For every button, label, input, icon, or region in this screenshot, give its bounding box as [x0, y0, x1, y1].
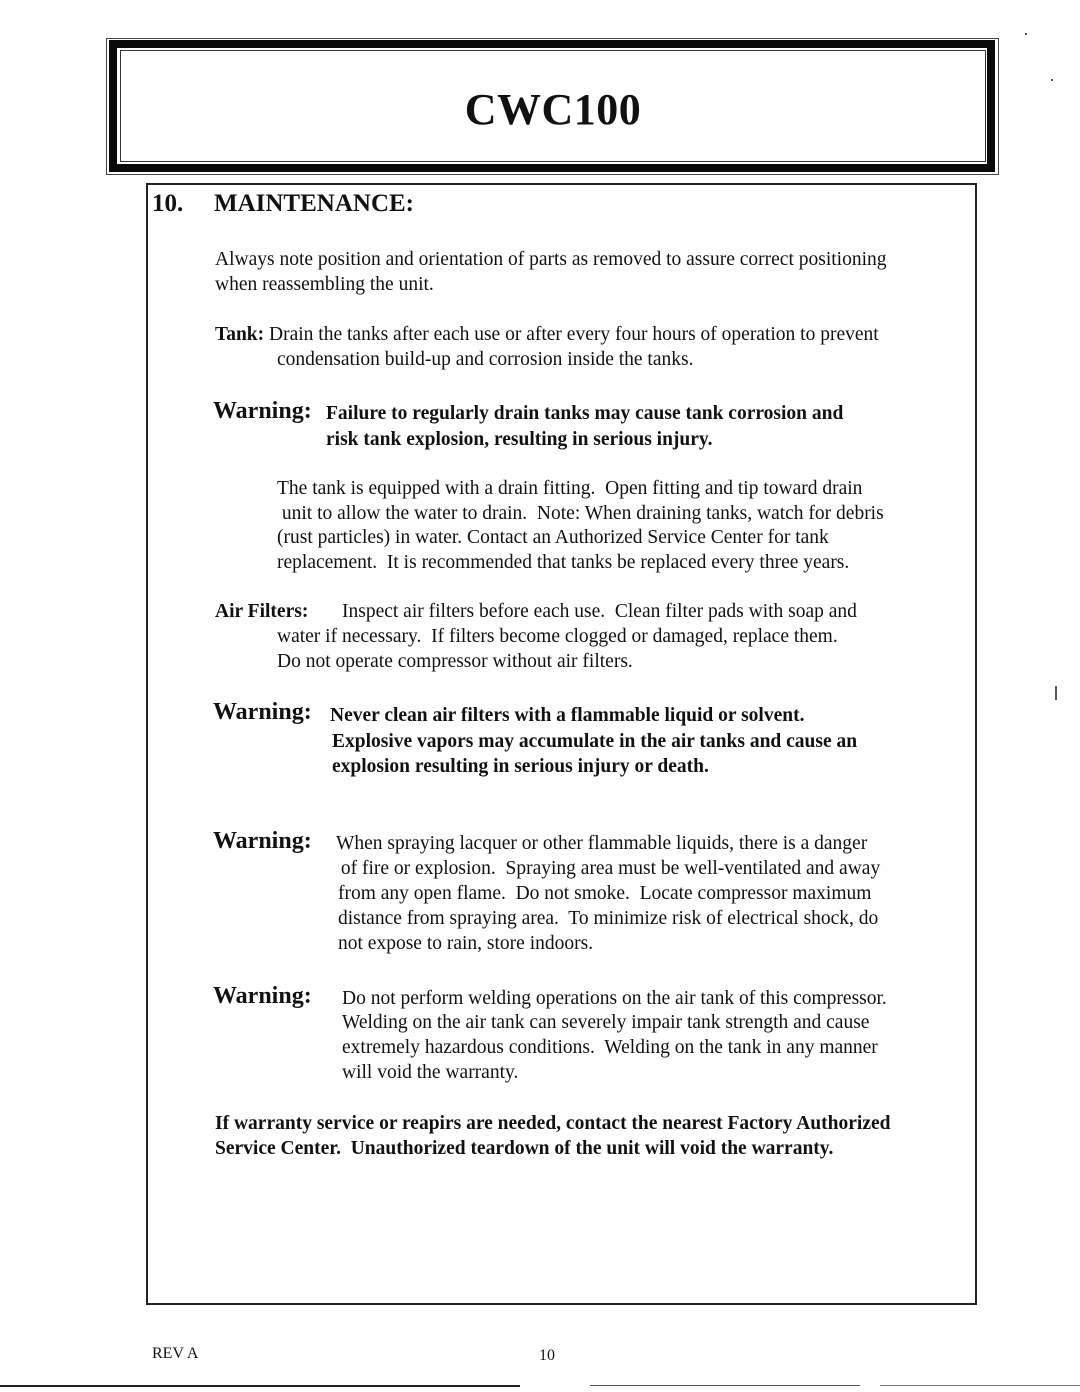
text-line: Welding on the air tank can severely impair tank strength and cause	[342, 1012, 870, 1033]
text-line: Always note position and orientation of parts as removed to assure correct positioning	[215, 249, 887, 270]
text-line: When spraying lacquer or other flammable liquids, there is a danger	[336, 833, 868, 854]
text-line: Inspect air filters before each use. Clean filter pads with soap and	[342, 601, 857, 622]
revision-label: REV A	[152, 1345, 199, 1362]
text-line: not expose to rain, store indoors.	[338, 933, 594, 954]
text-line: Failure to regularly drain tanks may cause tank corrosion and	[326, 403, 844, 424]
text-line: If warranty service or reapirs are needed, contact the nearest Factory Authorized	[215, 1113, 891, 1134]
text-line: from any open flame. Do not smoke. Locate compressor maximum	[338, 883, 872, 904]
text-line: (rust particles) in water. Contact an Authorized Service Center for tank	[277, 527, 829, 548]
warning-label: Warning:	[213, 699, 312, 725]
text-line: water if necessary. If filters become clogged or damaged, replace them.	[277, 626, 838, 647]
air-filters-label: Air Filters:	[215, 601, 309, 622]
scan-edge-line	[880, 1385, 1080, 1386]
scan-edge-line	[0, 1385, 520, 1387]
text-line: risk tank explosion, resulting in serious injury.	[326, 429, 713, 450]
text-line: extremely hazardous conditions. Welding on the tank in any manner	[342, 1037, 878, 1058]
text-line: explosion resulting in serious injury or death.	[332, 756, 709, 777]
section-heading	[152, 190, 414, 218]
text-line: condensation build-up and corrosion inside the tanks.	[277, 349, 694, 370]
text-line: Explosive vapors may accumulate in the air tanks and cause an	[332, 731, 858, 752]
text-line: Do not perform welding operations on the air tank of this compressor.	[342, 988, 887, 1009]
page-number: 10	[539, 1347, 555, 1364]
section-number: 10.	[152, 190, 184, 217]
scan-edge-line	[590, 1385, 860, 1386]
tank-label: Tank:	[215, 324, 265, 345]
warning-label: Warning:	[213, 983, 312, 1009]
text-line: Drain the tanks after each use or after every four hours of operation to prevent	[264, 324, 879, 345]
text-line: when reassembling the unit.	[215, 274, 434, 295]
text-line: The tank is equipped with a drain fitting. Open fitting and tip toward drain	[277, 478, 863, 499]
text-line: Do not operate compressor without air filters.	[277, 651, 633, 672]
scan-mark	[1025, 33, 1027, 35]
warning-label: Warning:	[213, 398, 312, 424]
text-line: unit to allow the water to drain. Note: When draining tanks, watch for debris	[277, 503, 884, 524]
text-line: distance from spraying area. To minimize risk of electrical shock, do	[338, 908, 879, 929]
scan-mark	[1055, 686, 1057, 700]
text-line: Never clean air filters with a flammable liquid or solvent.	[330, 705, 805, 726]
text-line: of fire or explosion. Spraying area must be well-ventilated and away	[336, 858, 881, 879]
section-title: MAINTENANCE:	[214, 190, 414, 217]
text-line: will void the warranty.	[342, 1062, 519, 1083]
text-line: replacement. It is recommended that tanks be replaced every three years.	[277, 552, 850, 573]
text-line: Service Center. Unauthorized teardown of the unit will void the warranty.	[215, 1138, 834, 1159]
title-frame	[120, 50, 986, 162]
scan-mark	[1051, 79, 1053, 81]
document-title: CWC100	[464, 84, 642, 134]
warning-label: Warning:	[213, 828, 312, 854]
